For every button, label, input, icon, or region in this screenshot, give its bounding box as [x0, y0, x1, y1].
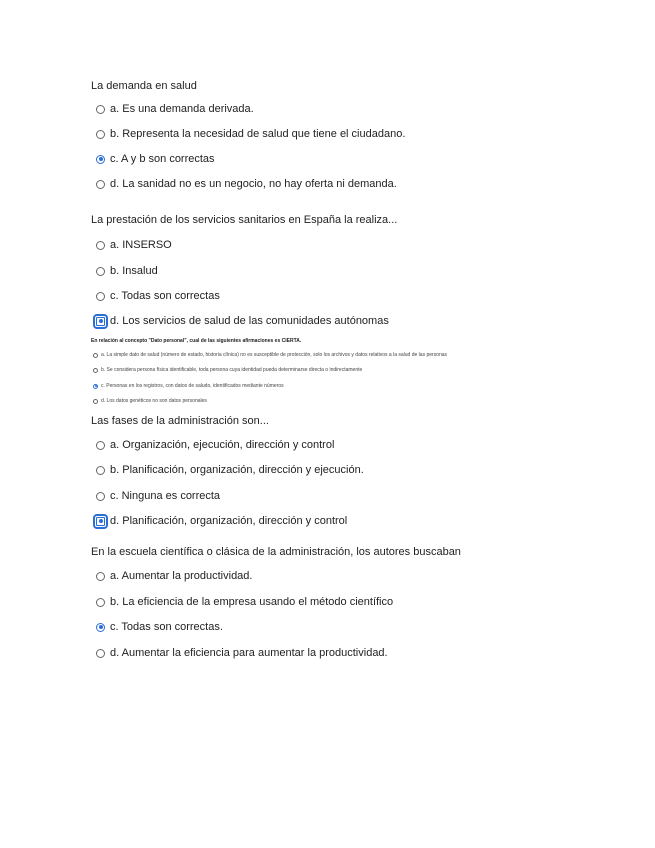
answer-option[interactable] — [96, 595, 393, 609]
radio-button-selected[interactable] — [96, 155, 105, 164]
answer-option[interactable] — [93, 366, 362, 374]
answer-label: c. Ninguna es correcta — [110, 490, 221, 502]
radio-button[interactable] — [96, 466, 105, 475]
answer-option[interactable] — [96, 463, 364, 477]
answer-option[interactable] — [96, 127, 405, 141]
answer-label: a. Aumentar la productividad. — [110, 570, 253, 582]
answer-label: b. Planificación, organización, dirección y ejecución. — [110, 464, 364, 476]
answer-label: d. Aumentar la eficiencia para aumentar la productividad. — [110, 647, 388, 659]
answer-option[interactable] — [96, 620, 223, 634]
question-text: En la escuela científica o clásica de la administración, los autores buscaban — [91, 546, 461, 558]
answer-option[interactable] — [96, 177, 397, 191]
answer-label: d. Los datos genéticos no son datos personales — [101, 398, 207, 404]
answer-option[interactable] — [96, 438, 334, 452]
radio-button[interactable] — [96, 130, 105, 139]
answer-label: a. INSERSO — [110, 239, 172, 251]
question-text: Las fases de la administración son... — [91, 415, 269, 427]
radio-button[interactable] — [93, 368, 98, 373]
radio-button[interactable] — [93, 399, 98, 404]
radio-button-selected[interactable] — [96, 517, 105, 526]
radio-button[interactable] — [96, 180, 105, 189]
answer-option[interactable] — [96, 314, 389, 328]
answer-label: c. Personas en los registros, con datos de saludo, identificados mediante números — [101, 383, 284, 389]
radio-button[interactable] — [96, 105, 105, 114]
answer-label: b. Se considera persona física identificable, toda persona cuya identidad pueda determinarse directa o indirectamente — [101, 367, 363, 373]
radio-button[interactable] — [96, 241, 105, 250]
answer-label: a. Organización, ejecución, dirección y control — [110, 439, 335, 451]
answer-label: d. La sanidad no es un negocio, no hay oferta ni demanda. — [110, 178, 397, 190]
answer-option[interactable] — [93, 382, 284, 390]
answer-option[interactable] — [93, 351, 447, 359]
radio-button[interactable] — [96, 649, 105, 658]
answer-label: c. Todas son correctas. — [110, 621, 223, 633]
radio-button[interactable] — [93, 353, 98, 358]
answer-option[interactable] — [96, 514, 347, 528]
question-text: En relación al concepto "Dato personal", cual de las siguientes afirmaciones es CIERTA. — [91, 338, 302, 344]
answer-option[interactable] — [96, 489, 220, 503]
answer-option[interactable] — [96, 102, 254, 116]
radio-button[interactable] — [96, 598, 105, 607]
answer-label: c. Todas son correctas — [110, 290, 220, 302]
answer-option[interactable] — [96, 289, 220, 303]
answer-label: b. Insalud — [110, 265, 158, 277]
radio-button-selected[interactable] — [93, 384, 98, 389]
answer-label: c. A y b son correctas — [110, 153, 215, 165]
question-text: La prestación de los servicios sanitarios en España la realiza... — [91, 214, 398, 226]
answer-option[interactable] — [96, 569, 252, 583]
answer-option[interactable] — [96, 646, 388, 660]
answer-option[interactable] — [96, 264, 158, 278]
answer-option[interactable] — [93, 397, 207, 405]
answer-label: a. La simple dato de salud (número de estado, historia clínica) no es susceptible de protección, solo los archivos y datos relativos a la salud de las personas — [101, 352, 448, 358]
radio-button[interactable] — [96, 492, 105, 501]
radio-button[interactable] — [96, 267, 105, 276]
radio-button[interactable] — [96, 441, 105, 450]
answer-option[interactable] — [96, 152, 215, 166]
answer-label: d. Planificación, organización, dirección y control — [110, 515, 348, 527]
radio-button-selected[interactable] — [96, 623, 105, 632]
answer-label: d. Los servicios de salud de las comunidades autónomas — [110, 315, 389, 327]
answer-label: b. La eficiencia de la empresa usando el método científico — [110, 596, 394, 608]
radio-button[interactable] — [96, 572, 105, 581]
answer-option[interactable] — [96, 238, 172, 252]
answer-label: a. Es una demanda derivada. — [110, 103, 254, 115]
answer-label: b. Representa la necesidad de salud que tiene el ciudadano. — [110, 128, 406, 140]
radio-button-selected[interactable] — [96, 317, 105, 326]
radio-button[interactable] — [96, 292, 105, 301]
question-text: La demanda en salud — [91, 80, 197, 92]
